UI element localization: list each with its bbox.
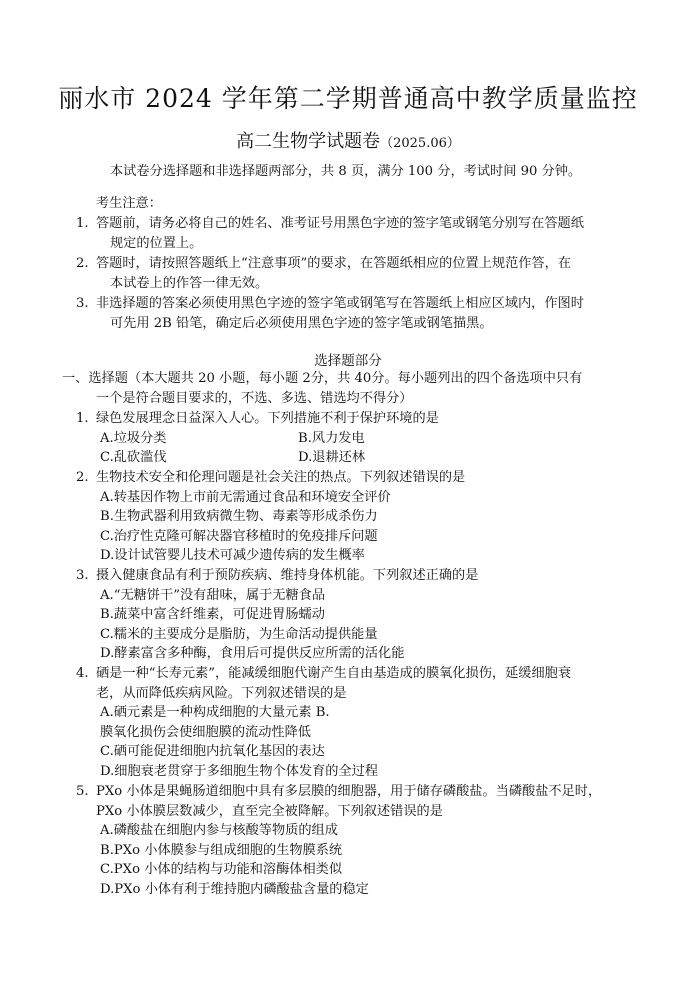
question-number: 3. <box>76 568 89 583</box>
option-a: A.磷酸盐在细胞内参与核酸等物质的组成 <box>100 823 338 838</box>
option-b: B.风力发电 <box>298 431 365 446</box>
question-stem: PXo 小体膜层数减少，直至完全被降解。下列叙述错误的是 <box>96 804 443 819</box>
notice-item-number: 3. <box>76 296 89 311</box>
notice-item-line: 答题时，请按照答题纸上“注意事项”的要求，在答题纸相应的位置上规范作答，在 <box>96 256 572 271</box>
page-title: 丽水市 2024 学年第二学期普通高中教学质量监控 <box>58 84 638 113</box>
question-stem: 绿色发展理念日益深入人心。下列措施不利于保护环境的是 <box>96 411 439 426</box>
option-c: C.治疗性克隆可解决器官移植时的免疫排斥问题 <box>100 529 378 544</box>
notice-item-line: 非选择题的答案必须使用黑色字迹的签字笔或钢笔写在答题纸上相应区域内，作图时 <box>96 296 584 311</box>
option-a: A.硒元素是一种构成细胞的大量元素 B. <box>100 705 330 720</box>
option-c: C.糯米的主要成分是脂肪，为生命活动提供能量 <box>100 627 378 642</box>
question-stem: PXo 小体是果蝇肠道细胞中具有多层膜的细胞器，用于储存磷酸盐。当磷酸盐不足时， <box>96 784 602 799</box>
exam-date: （2025.06） <box>380 136 460 151</box>
subtitle-text: 高二生物学试题卷 <box>236 131 381 152</box>
option-d: D.细胞衰老贯穿于多细胞生物个体发育的全过程 <box>100 764 379 779</box>
notice-item-line: 本试卷上的作答一律无效。 <box>110 275 269 291</box>
option-c: C.乱砍滥伐 <box>100 450 167 465</box>
question-stem: 硒是一种“长寿元素”，能减缓细胞代谢产生自由基造成的膜氧化损伤，延缓细胞衰 <box>96 666 572 681</box>
notice-item-number: 1. <box>76 216 89 231</box>
option-d: D.PXo 小体有利于维持胞内磷酸盐含量的稳定 <box>100 882 369 897</box>
question-number: 4. <box>76 666 89 681</box>
notice-item <box>0 294 696 334</box>
option-a: A.垃圾分类 <box>100 431 167 446</box>
section-instruction: 一个是符合题目要求的，不选、多选、错选均不得分） <box>96 391 413 406</box>
section-instruction: 一、选择题（本大题共 20 小题，每小题 2分，共 40分。每小题列出的四个备选项中只有 <box>62 371 583 386</box>
option-b: B.生物武器利用致病微生物、毒素等形成杀伤力 <box>100 509 378 524</box>
notice-item <box>0 254 696 294</box>
option-b: B.蔬菜中富含纤维素，可促进胃肠蠕动 <box>100 607 325 622</box>
option-d: D.退耕还林 <box>298 450 366 465</box>
section-title: 选择题部分 <box>314 353 382 369</box>
question-stem: 摄入健康食品有利于预防疾病、维持身体机能。下列叙述正确的是 <box>96 568 479 583</box>
question-number: 5. <box>76 784 89 799</box>
option-d: D.设计试管婴儿技术可减少遗传病的发生概率 <box>100 548 365 563</box>
notice-item-line: 可先用 2B 铅笔，确定后必须使用黑色字迹的签字笔或钢笔描黑。 <box>110 315 493 331</box>
notice-item-line: 答题前，请务必将自己的姓名、准考证号用黑色字迹的签字笔或钢笔分别写在答题纸 <box>96 216 584 231</box>
option-c: C.硒可能促进细胞内抗氧化基因的表达 <box>100 744 325 759</box>
notice-item-line: 规定的位置上。 <box>110 235 203 251</box>
option-d: D.酵素富含多种酶，食用后可提供反应所需的活化能 <box>100 646 405 661</box>
option-a: A.转基因作物上市前无需通过食品和环境安全评价 <box>100 490 391 505</box>
notice-item <box>0 214 696 254</box>
notice-item-number: 2. <box>76 256 89 271</box>
option-a: A.“无糖饼干”没有甜味，属于无糖食品 <box>100 588 326 603</box>
question-stem: 老，从而降低疾病风险。下列叙述错误的是 <box>96 686 347 701</box>
question-number: 2. <box>76 470 89 485</box>
notice-heading: 考生注意： <box>96 196 162 211</box>
question-stem: 生物技术安全和伦理问题是社会关注的热点。下列叙述错误的是 <box>96 470 466 485</box>
question-number: 1. <box>76 411 89 426</box>
page-subtitle <box>0 130 696 156</box>
option-b: 膜氧化损伤会使细胞膜的流动性降低 <box>100 725 311 740</box>
exam-intro: 本试卷分选择题和非选择题两部分，共 8 页，满分 100 分，考试时间 90 分钟。 <box>110 164 582 179</box>
option-b: B.PXo 小体膜参与组成细胞的生物膜系统 <box>100 843 343 858</box>
option-c: C.PXo 小体的结构与功能和溶酶体相类似 <box>100 862 343 877</box>
